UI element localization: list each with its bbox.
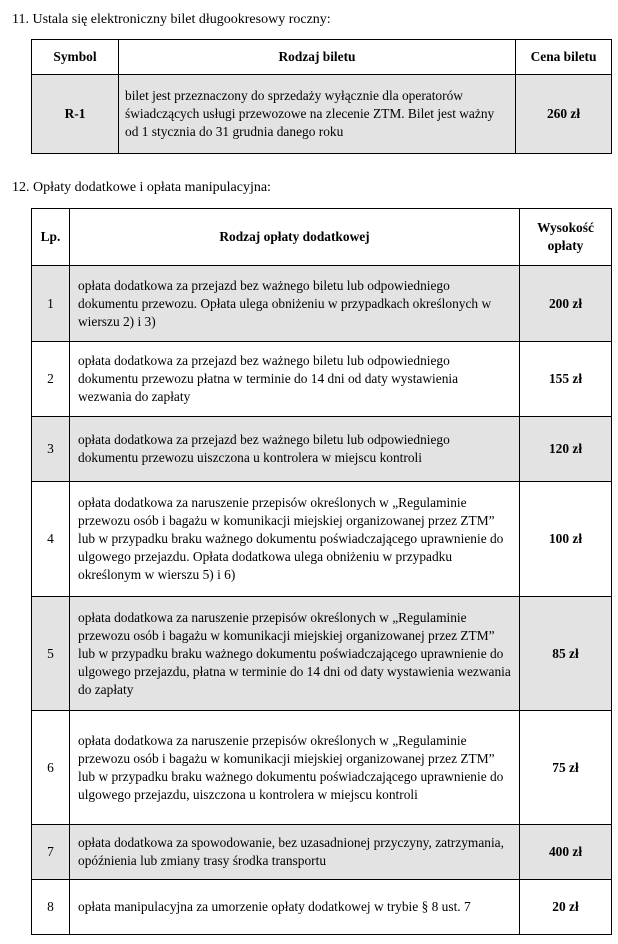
ticket-symbol: R-1 [32,75,119,154]
header-ticket-type: Rodzaj biletu [119,40,516,75]
fee-description: opłata dodatkowa za naruszenie przepisów określonych w „Regulaminie przewozu osób i bagażu w komunikacji miejskiej organizowanej przez ZTM” lub w przypadku braku ważnego dokumentu poświadczającego uprawnienie do ulgowego przejazdu, uiszczona u kontrolera w miejscu kontroli [70,711,520,825]
header-symbol: Symbol [32,40,119,75]
fee-lp: 7 [32,825,70,880]
fee-description: opłata dodatkowa za spowodowanie, bez uzasadnionej przyczyny, zatrzymania, opóźnienia lub zmiany trasy środka transportu [70,825,520,880]
annual-ticket-table [31,39,612,154]
fee-lp: 6 [32,711,70,825]
fee-lp: 4 [32,482,70,597]
fee-amount: 400 zł [520,825,612,880]
fees-table [31,208,612,935]
header-fee-amount: Wysokość opłaty [520,209,612,266]
table-row [32,342,612,417]
fee-description: opłata dodatkowa za naruszenie przepisów określonych w „Regulaminie przewozu osób i bagażu w komunikacji miejskiej organizowanej przez ZTM” lub w przypadku braku ważnego dokumentu poświadczającego uprawnienie do ulgowego przejazdu. Opłata dodatkowa ulega obniżeniu w przypadku określonym w wierszu 5) i 6) [70,482,520,597]
fee-lp: 1 [32,266,70,342]
table-row [32,711,612,825]
fee-amount: 85 zł [520,597,612,711]
fee-description: opłata dodatkowa za przejazd bez ważnego biletu lub odpowiedniego dokumentu przewozu uiszczona u kontrolera w miejscu kontroli [70,417,520,482]
fee-description: opłata dodatkowa za naruszenie przepisów określonych w „Regulaminie przewozu osób i bagażu w komunikacji miejskiej organizowanej przez ZTM” lub w przypadku braku ważnego dokumentu poświadczającego uprawnienie do ulgowego przejazdu, płatna w terminie do 14 dni od daty wystawienia wezwania do zapłaty [70,597,520,711]
table-row [32,417,612,482]
table-row [32,880,612,935]
table-row [32,825,612,880]
table-row [32,266,612,342]
section-11-title: 11. Ustala się elektroniczny bilet długookresowy roczny: [12,12,331,27]
fee-lp: 2 [32,342,70,417]
header-lp: Lp. [32,209,70,266]
fee-lp: 3 [32,417,70,482]
fee-amount: 20 zł [520,880,612,935]
fee-description: opłata dodatkowa za przejazd bez ważnego biletu lub odpowiedniego dokumentu przewozu płatna w terminie do 14 dni od daty wystawienia wezwania do zapłaty [70,342,520,417]
table-row [32,482,612,597]
ticket-description: bilet jest przeznaczony do sprzedaży wyłącznie dla operatorów świadczących usługi przewozowe na zlecenie ZTM. Bilet jest ważny od 1 stycznia do 31 grudnia danego roku [119,75,516,154]
table-row [32,597,612,711]
fee-lp: 5 [32,597,70,711]
fee-description: opłata manipulacyjna za umorzenie opłaty dodatkowej w trybie § 8 ust. 7 [70,880,520,935]
fee-amount: 155 zł [520,342,612,417]
section-12-title: 12. Opłaty dodatkowe i opłata manipulacyjna: [12,180,271,195]
table-header-row [32,40,612,75]
fee-amount: 120 zł [520,417,612,482]
table-row [32,75,612,154]
fee-amount: 75 zł [520,711,612,825]
fee-lp: 8 [32,880,70,935]
fee-amount: 100 zł [520,482,612,597]
fee-amount: 200 zł [520,266,612,342]
fee-description: opłata dodatkowa za przejazd bez ważnego biletu lub odpowiedniego dokumentu przewozu. Opłata ulega obniżeniu w przypadkach określonych w wierszu 2) i 3) [70,266,520,342]
header-fee-type: Rodzaj opłaty dodatkowej [70,209,520,266]
ticket-price: 260 zł [516,75,612,154]
header-ticket-price: Cena biletu [516,40,612,75]
table-header-row [32,209,612,266]
